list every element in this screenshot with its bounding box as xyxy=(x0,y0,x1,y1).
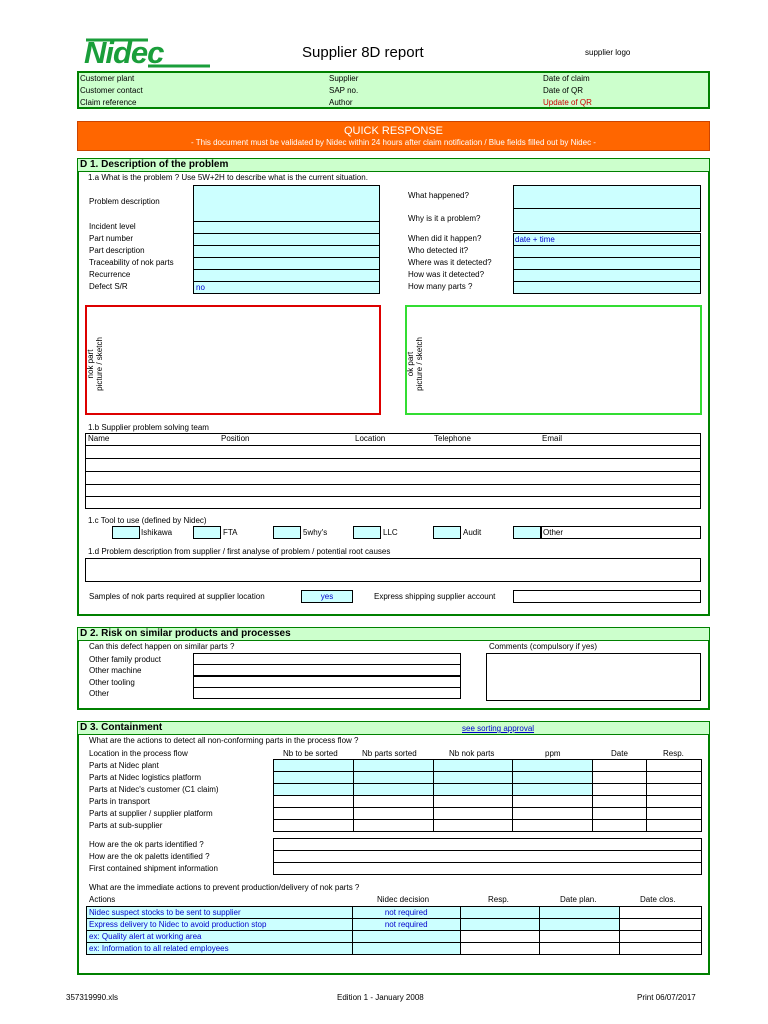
identify-label: First contained shipment information xyxy=(89,864,218,873)
tool-5whys-label: 5why's xyxy=(303,528,328,537)
table-row xyxy=(87,907,702,919)
location-row-label: Parts in transport xyxy=(89,797,150,806)
table-row xyxy=(87,919,702,931)
defect-sr-field[interactable] xyxy=(193,281,380,294)
identify-label: How are the ok parts identified ? xyxy=(89,840,204,849)
samples-label: Samples of nok parts required at supplier location xyxy=(89,592,265,601)
d3-header-sorted: Nb parts sorted xyxy=(362,749,417,758)
d1-header: D 1. Description of the problem xyxy=(77,158,710,172)
action-header-resp: Resp. xyxy=(488,895,509,904)
nok-picture-label: nok part picture / sketch xyxy=(86,337,104,391)
q1c-text: 1.c Tool to use (defined by Nidec) xyxy=(88,516,207,525)
d2-header: D 2. Risk on similar products and processes xyxy=(77,627,710,641)
when-value: date + time xyxy=(515,235,555,244)
team-header-email: Email xyxy=(542,434,563,443)
d3-question: What are the actions to detect all non-conforming parts in the process flow ? xyxy=(89,736,359,745)
date-of-qr-label: Date of QR xyxy=(543,86,584,95)
samples-value: yes xyxy=(320,592,334,601)
action-text: Nidec suspect stocks to be sent to supplier xyxy=(87,907,353,919)
action-header-date-clos: Date clos. xyxy=(640,895,676,904)
identify-field[interactable] xyxy=(273,862,702,875)
team-row-divider xyxy=(85,496,701,497)
d2-comments-field[interactable] xyxy=(486,653,701,701)
table-row xyxy=(274,808,702,820)
team-row-divider xyxy=(85,445,701,446)
traceability-label: Traceability of nok parts xyxy=(89,258,174,267)
d3-header-resp: Resp. xyxy=(663,749,684,758)
tool-other-checkbox[interactable] xyxy=(513,526,541,539)
ok-picture-box[interactable] xyxy=(405,305,702,415)
q1a-text: 1.a What is the problem ? Use 5W+2H to describe what is the current situation. xyxy=(88,173,368,182)
table-row xyxy=(274,760,702,772)
nok-picture-box[interactable] xyxy=(85,305,381,415)
table-row xyxy=(274,820,702,832)
d3-header-nok: Nb nok parts xyxy=(449,749,495,758)
team-header-location: Location xyxy=(355,434,386,443)
how-many-field[interactable] xyxy=(513,281,701,294)
how-detected-label: How was it detected? xyxy=(408,270,485,279)
update-of-qr-label: Update of QR xyxy=(543,98,592,107)
supplier-logo-placeholder: supplier logo xyxy=(585,48,631,57)
d3-header xyxy=(77,721,710,735)
team-row-divider xyxy=(85,471,701,472)
tool-fta-label: FTA xyxy=(223,528,238,537)
table-row xyxy=(274,772,702,784)
d2-answer-field[interactable] xyxy=(193,664,461,676)
d2-row-label: Other machine xyxy=(89,666,142,675)
location-row-label: Parts at Nidec's customer (C1 claim) xyxy=(89,785,219,794)
ok-picture-label: ok part picture / sketch xyxy=(406,337,424,391)
table-row xyxy=(274,784,702,796)
team-header-telephone: Telephone xyxy=(434,434,471,443)
how-many-label: How many parts ? xyxy=(408,282,473,291)
footer-file: 357319990.xls xyxy=(66,993,119,1002)
action-decision[interactable]: not required xyxy=(352,919,460,931)
why-problem-label: Why is it a problem? xyxy=(408,214,481,223)
d3-header-location: Location in the process flow xyxy=(89,749,188,758)
what-happened-field[interactable] xyxy=(513,185,701,209)
tool-llc-checkbox[interactable] xyxy=(353,526,381,539)
q1b-text: 1.b Supplier problem solving team xyxy=(88,423,209,432)
tool-5whys-checkbox[interactable] xyxy=(273,526,301,539)
table-row xyxy=(87,931,702,943)
problem-description-label: Problem description xyxy=(89,197,160,206)
d2-comments-label: Comments (compulsory if yes) xyxy=(489,642,598,651)
tool-audit-label: Audit xyxy=(463,528,482,537)
table-row xyxy=(87,943,702,955)
quick-response-banner xyxy=(77,121,710,151)
footer-edition: Edition 1 - January 2008 xyxy=(337,993,424,1002)
location-row-label: Parts at Nidec plant xyxy=(89,761,159,770)
q1d-text: 1.d Problem description from supplier / first analyse of problem / potential root causes xyxy=(88,547,391,556)
d3-header-ppm: ppm xyxy=(545,749,561,758)
quick-response-title: QUICK RESPONSE xyxy=(343,125,444,137)
action-decision[interactable] xyxy=(352,943,460,955)
tool-other-field[interactable] xyxy=(541,526,701,539)
location-row-label: Parts at supplier / supplier platform xyxy=(89,809,213,818)
action-text: Express delivery to Nidec to avoid production stop xyxy=(87,919,353,931)
tool-ishikawa-checkbox[interactable] xyxy=(112,526,140,539)
action-header-decision: Nidec decision xyxy=(377,895,430,904)
claim-reference-label: Claim reference xyxy=(80,98,137,107)
date-of-claim-label: Date of claim xyxy=(543,74,590,83)
action-text: ex: Information to all related employees xyxy=(87,943,353,955)
header-info-block xyxy=(77,71,710,109)
action-header-actions: Actions xyxy=(89,895,116,904)
d2-question: Can this defect happen on similar parts ? xyxy=(89,642,235,651)
team-header-name: Name xyxy=(88,434,110,443)
location-row-label: Parts at sub-supplier xyxy=(89,821,163,830)
actions-table[interactable] xyxy=(86,906,702,955)
quick-response-subtitle: - This document must be validated by Nidec within 24 hours after claim notification / Blue fields filled out by Nidec - xyxy=(191,138,596,147)
d3-header-to-sort: Nb to be sorted xyxy=(283,749,338,758)
d3-header-date: Date xyxy=(611,749,628,758)
team-row-divider xyxy=(85,484,701,485)
tool-llc-label: LLC xyxy=(383,528,398,537)
express-label: Express shipping supplier account xyxy=(374,592,496,601)
d2-row-label: Other xyxy=(89,689,110,698)
location-row-label: Parts at Nidec logistics platform xyxy=(89,773,202,782)
customer-plant-label: Customer plant xyxy=(80,74,135,83)
tool-fta-checkbox[interactable] xyxy=(193,526,221,539)
d2-row-label: Other family product xyxy=(89,655,162,664)
supplier-label: Supplier xyxy=(329,74,359,83)
immediate-question: What are the immediate actions to prevent production/delivery of nok parts ? xyxy=(89,883,360,892)
tool-audit-checkbox[interactable] xyxy=(433,526,461,539)
incident-level-label: Incident level xyxy=(89,222,136,231)
tool-ishikawa-label: Ishikawa xyxy=(141,528,173,537)
recurrence-label: Recurrence xyxy=(89,270,131,279)
d3-title: D 3. Containment xyxy=(80,722,163,733)
d2-answer-field[interactable] xyxy=(193,687,461,699)
defect-sr-label: Defect S/R xyxy=(89,282,128,291)
action-text: ex: Quality alert at working area xyxy=(87,931,353,943)
part-description-label: Part description xyxy=(89,246,145,255)
express-field[interactable] xyxy=(513,590,701,603)
team-header-position: Position xyxy=(221,434,250,443)
defect-sr-value: no xyxy=(196,283,205,292)
action-decision[interactable]: not required xyxy=(352,907,460,919)
footer-print: Print 06/07/2017 xyxy=(637,993,696,1002)
where-label: Where was it detected? xyxy=(408,258,492,267)
logo-text: Nidec xyxy=(84,35,164,70)
table-row xyxy=(274,796,702,808)
q1d-field[interactable] xyxy=(85,558,701,582)
who-label: Who detected it? xyxy=(408,246,469,255)
report-title: Supplier 8D report xyxy=(302,44,424,61)
d2-row-label: Other tooling xyxy=(89,678,135,687)
action-decision[interactable] xyxy=(352,931,460,943)
identify-label: How are the ok paletts identified ? xyxy=(89,852,210,861)
problem-description-field[interactable] xyxy=(193,185,380,222)
sorting-approval-link[interactable]: see sorting approval xyxy=(462,724,535,733)
author-label: Author xyxy=(329,98,353,107)
containment-table[interactable] xyxy=(273,759,702,832)
what-happened-label: What happened? xyxy=(408,191,469,200)
sap-label: SAP no. xyxy=(329,86,359,95)
part-number-label: Part number xyxy=(89,234,134,243)
nidec-logo xyxy=(78,36,218,70)
tool-other-label: Other xyxy=(543,528,564,537)
action-header-date-plan: Date plan. xyxy=(560,895,597,904)
why-problem-field[interactable] xyxy=(513,208,701,232)
when-label: When did it happen? xyxy=(408,234,482,243)
samples-field[interactable] xyxy=(301,590,353,603)
customer-contact-label: Customer contact xyxy=(80,86,143,95)
team-row-divider xyxy=(85,458,701,459)
